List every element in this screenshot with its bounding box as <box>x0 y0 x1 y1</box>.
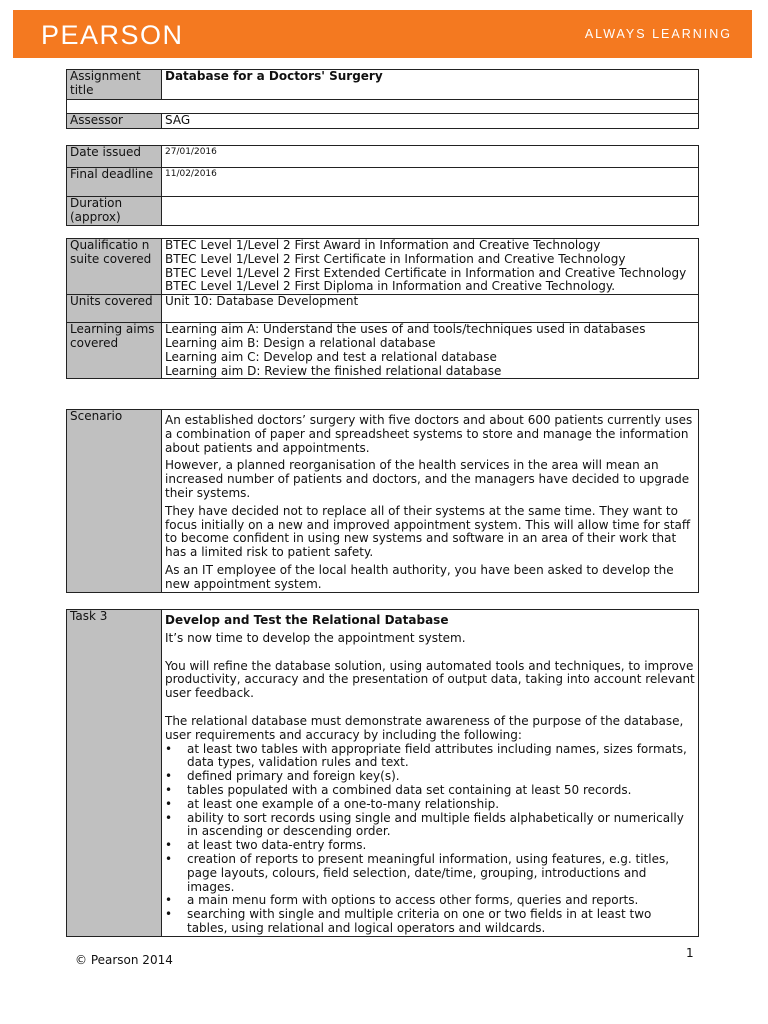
qualification-item: BTEC Level 1/Level 2 First Extended Certificate in Information and Creative Technology <box>165 265 687 280</box>
final-deadline-value: 11/02/2016 <box>162 168 699 197</box>
task-label: Task 3 <box>67 610 162 937</box>
units-covered-value: Unit 10: Database Development <box>162 295 699 323</box>
requirement-item: • a main menu form with options to access other forms, queries and reports. <box>187 894 695 908</box>
qualification-item: BTEC Level 1/Level 2 First Diploma in Information and Creative Technology. <box>165 279 616 294</box>
scenario-label: Scenario <box>67 410 162 593</box>
requirement-item: • searching with single and multiple criteria on one or two fields in at least two tables, using relational and logical operators and wildcards. <box>187 908 695 936</box>
coverage-table <box>66 238 699 379</box>
assignment-table <box>66 69 699 129</box>
assignment-title-value: Database for a Doctors' Surgery <box>162 70 699 100</box>
scenario-table <box>66 409 699 593</box>
units-covered-label: Units covered <box>67 295 162 323</box>
copyright-footer: © Pearson 2014 <box>75 953 173 967</box>
pearson-header-banner <box>13 10 752 58</box>
learning-aim-item: Learning aim A: Understand the uses of and tools/techniques used in databases <box>165 322 646 337</box>
requirements-list <box>165 743 695 936</box>
scenario-paragraph: An established doctors’ surgery with five doctors and about 600 patients currently uses a combination of paper and spreadsheet systems to store and manage the information about patients and appointments. <box>165 413 693 455</box>
scenario-paragraph: They have decided not to replace all of their systems at the same time. They want to focus initially on a new and improved appointment system. This will allow time for staff to become confident in using new systems and software in an area of their work that has a limited risk to patient safety. <box>165 503 691 560</box>
task-content <box>162 610 699 937</box>
qualification-item: BTEC Level 1/Level 2 First Award in Information and Creative Technology <box>165 238 601 252</box>
assessor-label: Assessor <box>67 114 162 129</box>
learning-aims-label: Learning aims covered <box>67 323 162 379</box>
task-heading: Develop and Test the Relational Database <box>165 613 449 627</box>
task-paragraph: The relational database must demonstrate awareness of the purpose of the database, user requirements and accuracy by including the following: <box>165 713 684 742</box>
task-paragraph: You will refine the database solution, using automated tools and techniques, to improve productivity, accuracy and the presentation of output data, taking into account relevant user feedback. <box>165 658 695 701</box>
learning-aim-item: Learning aim B: Design a relational database <box>165 335 436 350</box>
task-table <box>66 609 699 937</box>
date-issued-label: Date issued <box>67 146 162 168</box>
requirement-item: • ability to sort records using single and multiple fields alphabetically or numerically in ascending or descending order. <box>187 812 695 840</box>
final-deadline-label: Final deadline <box>67 168 162 197</box>
scenario-text <box>162 410 699 593</box>
assessor-value: SAG <box>162 114 699 129</box>
date-issued-value: 27/01/2016 <box>162 146 699 168</box>
requirement-item: • at least one example of a one-to-many relationship. <box>187 798 695 812</box>
scenario-paragraph: As an IT employee of the local health authority, you have been asked to develop the new appointment system. <box>165 562 674 591</box>
learning-aim-item: Learning aim C: Develop and test a relational database <box>165 349 497 364</box>
learning-aim-item: Learning aim D: Review the finished relational database <box>165 363 502 378</box>
requirement-item: • creation of reports to present meaningful information, using features, e.g. titles, page layouts, colours, field selection, date/time, grouping, introductions and images. <box>187 853 695 894</box>
learning-aims-list <box>162 323 699 379</box>
qualification-list <box>162 239 699 295</box>
scenario-paragraph: However, a planned reorganisation of the health services in the area will mean an increased number of patients and doctors, and the managers have decided to upgrade their systems. <box>165 458 690 500</box>
qualification-item: BTEC Level 1/Level 2 First Certificate in Information and Creative Technology <box>165 251 626 266</box>
duration-label: Duration (approx) <box>67 197 162 226</box>
blank-row <box>67 100 699 114</box>
requirement-item: • tables populated with a combined data set containing at least 50 records. <box>187 784 695 798</box>
qualification-suite-label: Qualificatio n suite covered <box>67 239 162 295</box>
duration-value <box>162 197 699 226</box>
dates-table <box>66 145 699 226</box>
task-intro: It’s now time to develop the appointment system. <box>165 630 466 645</box>
pearson-logo: PEARSON <box>41 20 184 50</box>
page-number: 1 <box>686 946 694 960</box>
requirement-item: • defined primary and foreign key(s). <box>187 770 695 784</box>
requirement-item: • at least two tables with appropriate field attributes including names, sizes formats, data types, validation rules and text. <box>187 743 695 771</box>
header-tagline: ALWAYS LEARNING <box>584 27 732 41</box>
assignment-title-label: Assignment title <box>67 70 162 100</box>
requirement-item: • at least two data-entry forms. <box>187 839 695 853</box>
